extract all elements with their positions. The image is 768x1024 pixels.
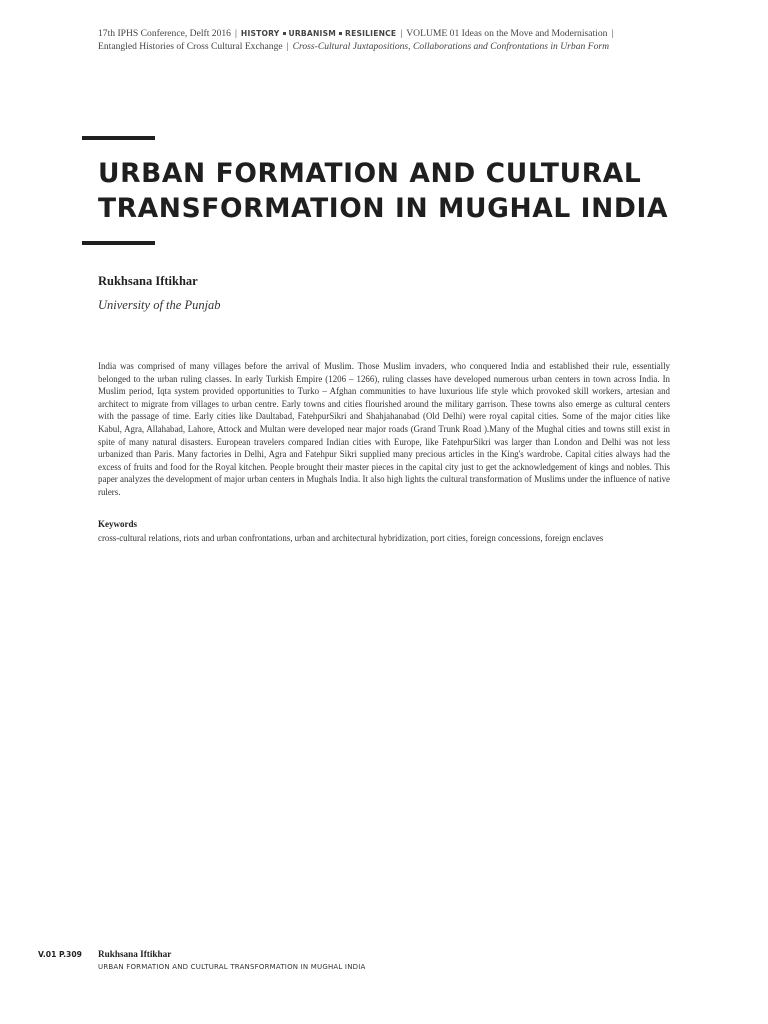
separator: | bbox=[400, 28, 403, 39]
footer-author: Rukhsana Iftikhar bbox=[98, 949, 172, 959]
square-bullet-icon bbox=[283, 32, 286, 35]
footer-title: URBAN FORMATION AND CULTURAL TRANSFORMATION IN MUGHAL INDIA bbox=[98, 963, 366, 971]
abstract-text: India was comprised of many villages before the arrival of Muslim. Those Muslim invaders, who conquered India and established their rule, essentially belonged to the urban ruling classes. In early Turkish Empire (1206 – 1266), ruling classes have developed numerous urban centers in town across India. In Muslim period, Iqta system provided opportunities to Turko – Afghan communities to have luxurious life style which provoked skill workers, artesian and architect to migrate from villages to urban centre. Early towns and cities flourished around the military garrison. These towns also emerge as cultural centers with the passage of time. Early cities like Daultabad, FatehpurSikri and Shahjahanabad (Old Delhi) were royal capital cities. Some of the major cities like Kabul, Agra, Allahabad, Lahore, Attock and Multan were developed near major roads (Grand Trunk Road ).Many of the Mughal cities and towns still exist in spite of many natural disasters. European travelers compared Indian cities with Europe, like FatehpurSikri was larger than London and Delhi was not less urbanized than Paris. Many factories in Delhi, Agra and Fatehpur Sikri supplied many precious articles in the King's wardrobe. Capital cities always had the excess of fruits and food for the Royal kitchen. People brought their master pieces in the capital city just to get the acknowledgement of kings and nobles. This paper analyzes the development of major urban centers in Mughals India. It also high lights the cultural transformation of Muslims under the influence of native rulers. bbox=[98, 361, 670, 497]
conference-name: 17th IPHS Conference, Delft 2016 bbox=[98, 28, 231, 39]
square-bullet-icon bbox=[339, 32, 342, 35]
theme-word-history: HISTORY bbox=[240, 29, 280, 38]
page-reference: V.01 P.309 bbox=[38, 950, 82, 959]
separator: | bbox=[234, 28, 237, 39]
separator: | bbox=[286, 41, 289, 52]
title-rule-bottom bbox=[82, 241, 155, 245]
paper-title: URBAN FORMATION AND CULTURAL TRANSFORMATION IN MUGHAL INDIA bbox=[98, 158, 669, 224]
author-name: Rukhsana Iftikhar bbox=[98, 274, 198, 288]
volume-title: Ideas on the Move and Modernisation bbox=[461, 28, 608, 39]
header-line-1 bbox=[98, 27, 617, 40]
title-rule-top bbox=[82, 136, 155, 140]
theme-word-resilience: RESILIENCE bbox=[345, 29, 397, 38]
theme-word-urbanism: URBANISM bbox=[288, 29, 337, 38]
keywords-list: cross-cultural relations, riots and urban confrontations, urban and architectural hybridization, port cities, foreign concessions, foreign enclaves bbox=[98, 533, 604, 543]
keywords-heading: Keywords bbox=[98, 519, 137, 529]
running-header bbox=[98, 27, 617, 53]
separator: | bbox=[611, 28, 614, 39]
section-title: Entangled Histories of Cross Cultural Exchange bbox=[98, 41, 283, 52]
volume-label: VOLUME 01 bbox=[406, 28, 460, 39]
author-affiliation: University of the Punjab bbox=[98, 298, 221, 312]
header-line-2 bbox=[98, 40, 617, 53]
subsection-title: Cross-Cultural Juxtapositions, Collaborations and Confrontations in Urban Form bbox=[292, 41, 610, 52]
